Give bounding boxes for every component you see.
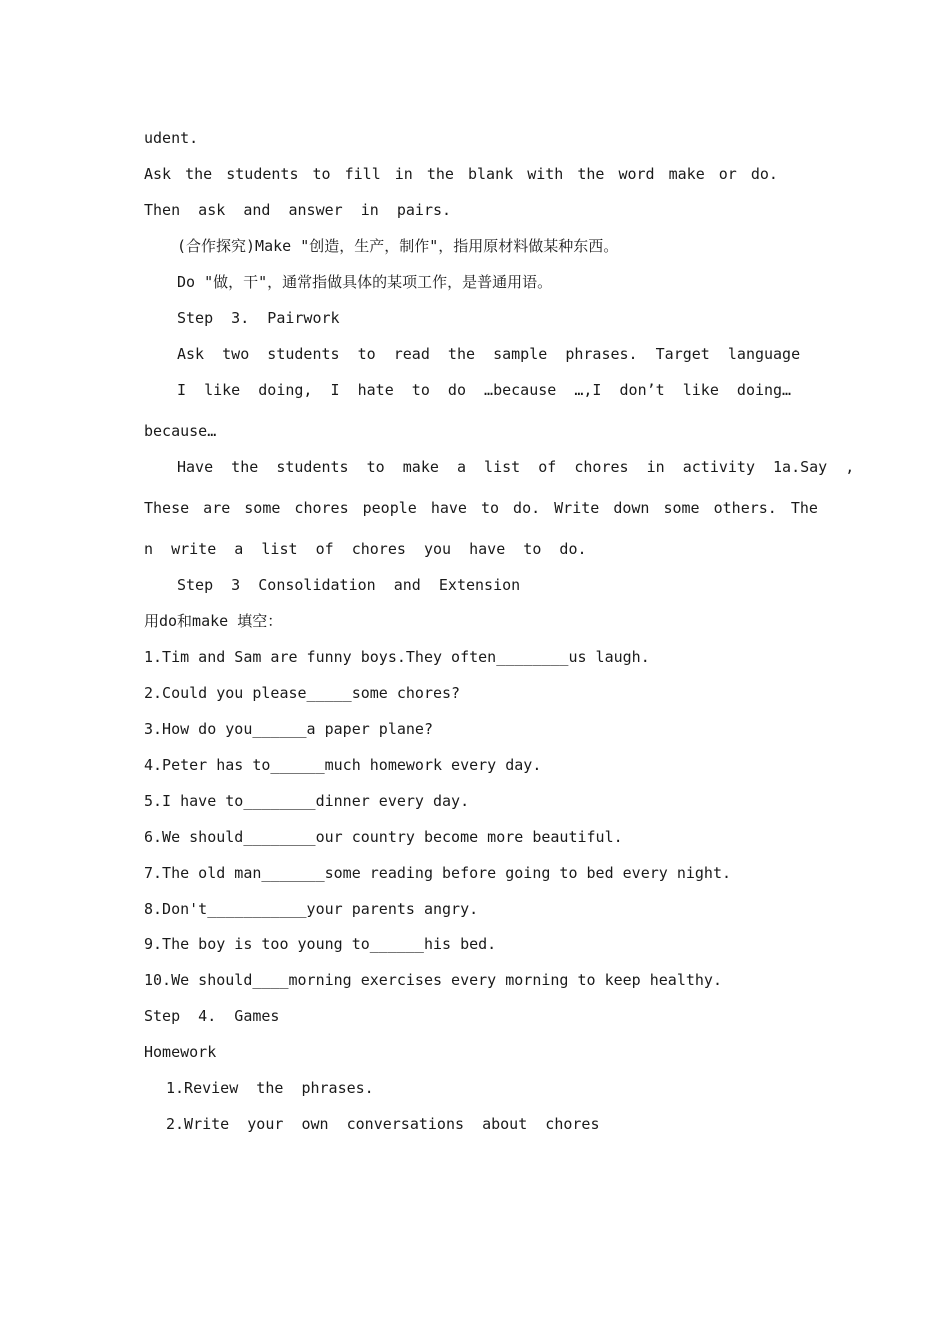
text-line [144, 498, 818, 518]
word: the [426, 165, 454, 183]
word: to [480, 499, 500, 517]
word: people [362, 499, 417, 517]
exercise-item: 8.Don't___________your parents angry. [144, 900, 479, 918]
word: do. [513, 499, 541, 517]
text-line: because… [144, 422, 217, 440]
text-line: Do "做，干"，通常指做具体的某项工作，是普通用语。 [177, 273, 553, 291]
word: in [394, 165, 413, 183]
exercise-item: 5.I have to________dinner every day. [144, 792, 470, 810]
word: make [668, 165, 705, 183]
step-heading: Step 4. Games [144, 1007, 280, 1025]
word: the [185, 165, 213, 183]
word: the [577, 165, 605, 183]
text-line: Have the students to make a list of chores in activity 1a.Say , [177, 458, 855, 476]
step-heading: Step 3 Consolidation and Extension [177, 576, 521, 594]
exercise-item: 1.Tim and Sam are funny boys.They often________us laugh. [144, 648, 650, 666]
word: Ask [144, 165, 172, 183]
word: do. [750, 165, 778, 183]
word: students [226, 165, 299, 183]
word: some [244, 499, 281, 517]
exercise-item: 4.Peter has to______much homework every day. [144, 756, 542, 774]
homework-item: 2.Write your own conversations about chores [166, 1115, 600, 1133]
exercise-item: 3.How do you______a paper plane? [144, 720, 433, 738]
exercise-instruction: 用do和make 填空： [144, 612, 283, 630]
word: These [144, 499, 190, 517]
step-heading: Step 3. Pairwork [177, 309, 340, 327]
homework-item: 1.Review the phrases. [166, 1079, 374, 1097]
exercise-item: 2.Could you please_____some chores? [144, 684, 461, 702]
homework-heading: Homework [144, 1043, 217, 1061]
exercise-item: 9.The boy is too young to______his bed. [144, 935, 497, 953]
text-line: Then ask and answer in pairs. [144, 201, 452, 219]
word: have [430, 499, 467, 517]
text-line: udent. [144, 129, 199, 147]
word: are [203, 499, 231, 517]
word: fill [344, 165, 381, 183]
word: some [663, 499, 700, 517]
text-line: I like doing, I hate to do …because …,I don’t like doing… [177, 381, 792, 399]
text-line: Ask two students to read the sample phrases. Target language [177, 345, 801, 363]
word: down [613, 499, 650, 517]
word: or [718, 165, 737, 183]
text-line: (合作探究)Make "创造，生产，制作"，指用原材料做某种东西。 [177, 237, 619, 255]
word: blank [468, 165, 514, 183]
word: The [790, 499, 818, 517]
word: word [618, 165, 655, 183]
instruction-line [144, 164, 778, 184]
word: chores [294, 499, 349, 517]
text-line: n write a list of chores you have to do. [144, 540, 587, 558]
word: with [527, 165, 564, 183]
exercise-item: 7.The old man_______some reading before going to bed every night. [144, 864, 731, 882]
word: others. [713, 499, 777, 517]
word: Write [554, 499, 600, 517]
exercise-item: 6.We should________our country become more beautiful. [144, 828, 623, 846]
exercise-item: 10.We should____morning exercises every morning to keep healthy. [144, 971, 722, 989]
word: to [312, 165, 331, 183]
